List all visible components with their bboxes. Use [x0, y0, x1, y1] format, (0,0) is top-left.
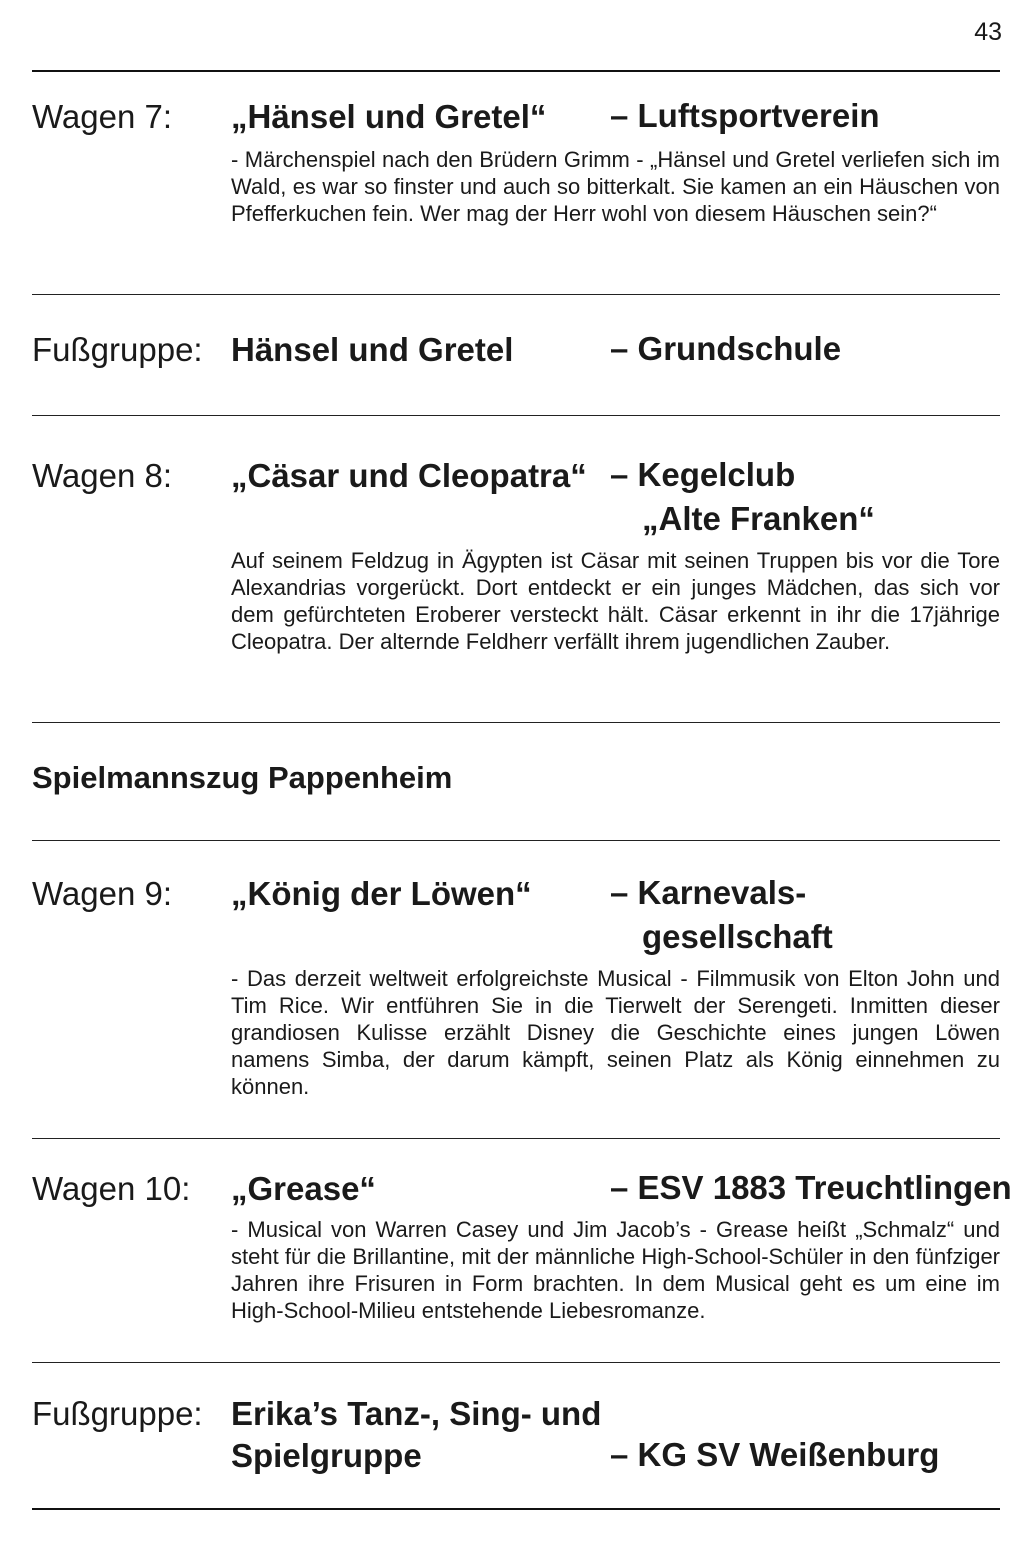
- entry-description: - Musical von Warren Casey und Jim Jacob’s - Grease heißt „Schmalz“ und steht für die Brillantine, mit der männliche High-School-Schüler in den fünfziger Jahren ihre Frisuren in Form brachten. In dem Musical geht es um eine im High-School-Milieu entstehende Liebesromanze.: [231, 1217, 1000, 1323]
- page-number: 43: [974, 18, 1002, 46]
- organization-line: „Alte Franken“: [642, 500, 875, 537]
- organization-line: gesellschaft: [642, 918, 833, 955]
- divider: [32, 840, 1000, 841]
- entry-organization: [610, 94, 880, 138]
- organization-line: – Karnevals-: [610, 874, 807, 911]
- entry-label: Fußgruppe:: [32, 1395, 203, 1432]
- entry-organization: [610, 1433, 939, 1477]
- entry-label: Fußgruppe:: [32, 331, 203, 368]
- organization-line: – Kegelclub: [610, 456, 796, 493]
- divider: [32, 722, 1000, 723]
- entry-description: Auf seinem Feldzug in Ägypten ist Cäsar mit seinen Truppen bis vor die Tore Alexandrias vorgerückt. Dort entdeckt er ein junges Mädchen, das sich vor dem gefürchteten Eroberer versteckt hält. Cäsar erkennt in ihr die 17jährige Cleopatra. Der alternde Feldherr verfällt ihrem jugendlichen Zauber.: [231, 548, 1000, 654]
- entry-description: - Märchenspiel nach den Brüdern Grimm - „Hänsel und Gretel verliefen sich im Wald, es war so finster und auch so bitterkalt. Sie kamen an ein Häuschen von Pfefferkuchen fein. Wer mag der Herr wohl von diesem Häuschen sein?“: [231, 147, 1000, 226]
- entry-organization: [610, 327, 841, 371]
- band-heading: Spielmannszug Pappenheim: [32, 760, 453, 795]
- entry-title: „König der Löwen“: [231, 875, 532, 912]
- entry-title: Hänsel und Gretel: [231, 331, 514, 368]
- divider: [32, 1362, 1000, 1363]
- entry-title: „Hänsel und Gretel“: [231, 98, 547, 135]
- entry-organization: [610, 1166, 1012, 1210]
- entry-organization: [610, 871, 833, 959]
- entry-title: „Cäsar und Cleopatra“: [231, 457, 587, 494]
- organization-line: – ESV 1883 Treuchtlingen: [610, 1169, 1012, 1206]
- entry-title: Erika’s Tanz-, Sing- und: [231, 1395, 602, 1432]
- divider: [32, 415, 1000, 416]
- entry-description: - Das derzeit weltweit erfolgreichste Musical - Filmmusik von Elton John und Tim Rice. Wir entführen Sie in die Tierwelt der Serengeti. Inmitten dieser grandiosen Kulisse erzählt Disney die Geschichte eines jungen Löwen namens Simba, der darum kämpft, seinen Platz als König einnehmen zu können.: [231, 966, 1000, 1099]
- organization-line: – Luftsportverein: [610, 97, 880, 134]
- organization-line: – Grundschule: [610, 330, 842, 367]
- divider: [32, 1138, 1000, 1139]
- entry-label: Wagen 9:: [32, 875, 173, 912]
- bottom-rule: [32, 1508, 1000, 1510]
- entry-title: „Grease“: [231, 1170, 376, 1207]
- entry-label: Wagen 7:: [32, 98, 173, 135]
- divider: [32, 294, 1000, 295]
- entry-label: Wagen 10:: [32, 1170, 191, 1207]
- organization-line: – KG SV Weißenburg: [610, 1436, 940, 1473]
- top-rule: [32, 70, 1000, 72]
- entry-label: Wagen 8:: [32, 457, 173, 494]
- entry-organization: [610, 453, 875, 541]
- entry-title-continuation: Spielgruppe: [231, 1437, 422, 1474]
